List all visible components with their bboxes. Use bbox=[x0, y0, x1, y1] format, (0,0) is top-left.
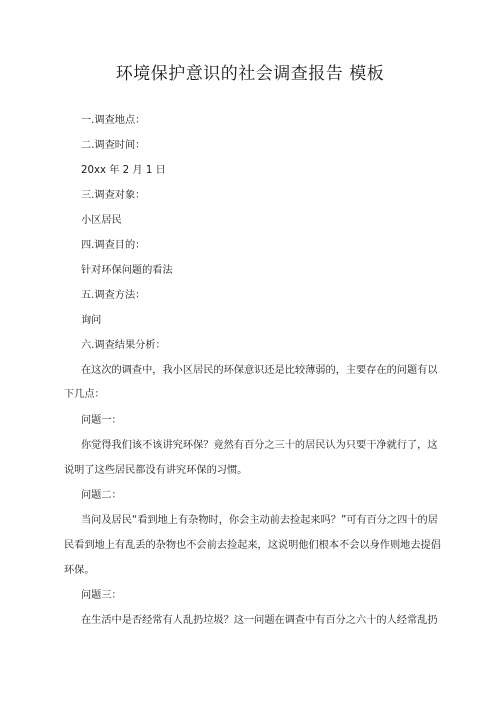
survey-subject: 小区居民 bbox=[81, 215, 122, 226]
question-one-heading: 问题一： bbox=[81, 415, 122, 426]
question-three-paragraph-line: 在生活中是否经常有人乱扔垃圾？这一问题在调查中有百分之六十的人经常乱扔 bbox=[81, 615, 438, 626]
section-heading-time: 二.调查时间： bbox=[81, 140, 146, 151]
question-two-paragraph-line: 环保。 bbox=[64, 565, 95, 576]
question-one-paragraph-line: 说明了这些居民都没有讲究环保的习惯。 bbox=[64, 465, 248, 476]
section-heading-location: 一.调查地点： bbox=[81, 115, 146, 126]
question-one-paragraph-line: 你觉得我们该不该讲究环保？竟然有百分之三十的居民认为只要干净就行了，这 bbox=[81, 440, 438, 451]
section-heading-method: 五.调查方法： bbox=[81, 290, 146, 301]
question-two-heading: 问题二： bbox=[81, 490, 122, 501]
question-two-paragraph-line: 当问及居民“看到地上有杂物时，你会主动前去捡起来吗？”可有百分之四十的居 bbox=[81, 515, 438, 526]
section-heading-analysis: 六.调查结果分析： bbox=[81, 340, 166, 351]
survey-method: 询问 bbox=[81, 315, 102, 326]
analysis-paragraph-line: 下几点： bbox=[64, 389, 105, 400]
survey-date: 20xx 年 2 月 1 日 bbox=[81, 165, 166, 176]
question-three-heading: 问题三： bbox=[81, 590, 122, 601]
document-title: 环境保护意识的社会调查报告 模板 bbox=[115, 64, 385, 84]
section-heading-purpose: 四.调查目的： bbox=[81, 240, 146, 251]
question-two-paragraph-line: 民看到地上有乱丢的杂物也不会前去捡起来，这说明他们根本不会以身作则地去提倡 bbox=[64, 540, 441, 551]
survey-purpose: 针对环保问题的看法 bbox=[81, 265, 173, 276]
analysis-paragraph-line: 在这次的调查中，我小区居民的环保意识还是比较薄弱的，主要存在的问题有以 bbox=[81, 365, 438, 376]
section-heading-subject: 三.调查对象： bbox=[81, 190, 146, 201]
